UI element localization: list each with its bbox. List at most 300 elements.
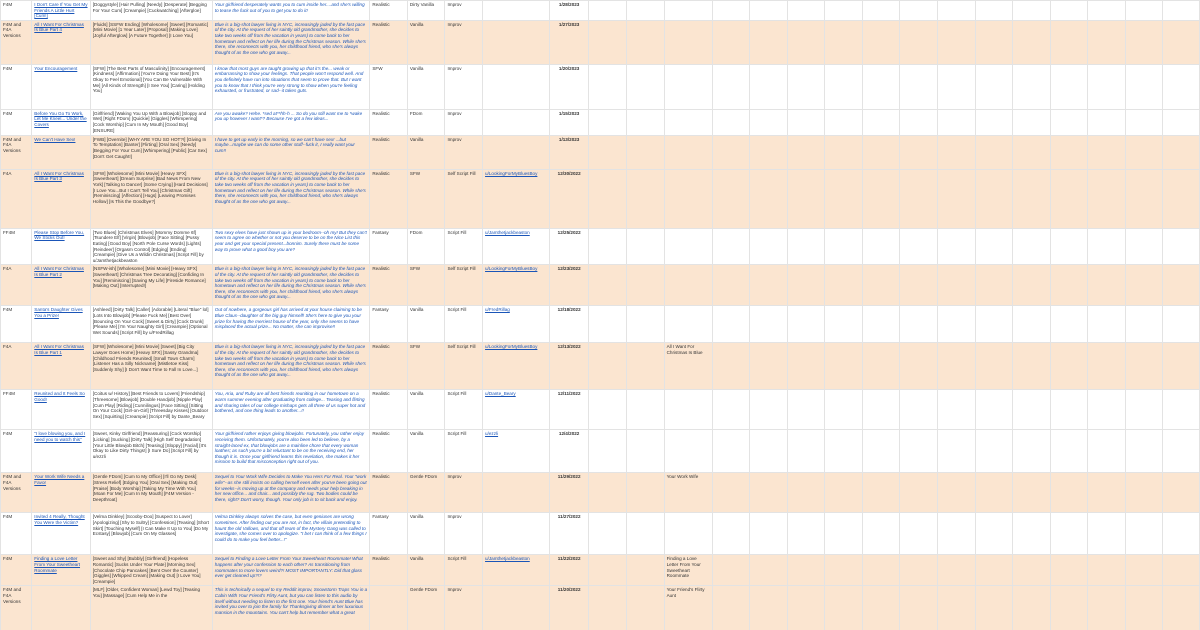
- date-cell: 12/4/2022: [558, 431, 580, 437]
- empty-cell: [712, 265, 750, 306]
- empty-cell: [825, 1, 863, 21]
- series-cell: Your Work Wife: [666, 474, 699, 480]
- empty-cell: [712, 343, 750, 390]
- series-cell: All I Want For Christmas Is Blue: [666, 344, 703, 355]
- empty-cell: [825, 586, 863, 630]
- empty-cell: [1163, 109, 1200, 135]
- type-cell: F4M and F4A Versions: [3, 136, 22, 153]
- empty-cell: [862, 169, 900, 228]
- empty-cell: [1088, 586, 1126, 630]
- empty-cell: [1088, 1, 1126, 21]
- empty-cell: [1050, 306, 1088, 343]
- title-link[interactable]: I Don't Care If You Get My Friends A Little Hurt [Cum!]: [34, 2, 88, 19]
- empty-cell: [1125, 306, 1163, 343]
- empty-cell: [937, 169, 975, 228]
- empty-cell: [712, 473, 750, 513]
- empty-cell: [787, 109, 825, 135]
- type-cell: F4M: [3, 431, 13, 437]
- empty-cell: [937, 306, 975, 343]
- title-link[interactable]: "I love blowing you, and I need you to watch this": [34, 431, 86, 442]
- empty-cell: [750, 228, 788, 265]
- empty-cell: [900, 306, 938, 343]
- title-link[interactable]: Santa's Daughter Gives You a Prize!: [34, 307, 83, 318]
- empty-cell: [1125, 555, 1163, 586]
- empty-cell: [1050, 169, 1088, 228]
- empty-cell: [900, 64, 938, 109]
- table-row: [1, 390, 1200, 430]
- type-cell: F4M and F4A Versions: [3, 587, 22, 604]
- empty-cell: [1050, 586, 1088, 630]
- empty-cell: [825, 169, 863, 228]
- script-cell: Script Fill: [447, 431, 467, 437]
- title-link[interactable]: All I Want For Christmas Is Blue Part 1: [34, 344, 84, 355]
- empty-cell: [975, 430, 1013, 473]
- empty-cell: [1050, 64, 1088, 109]
- empty-cell: [712, 586, 750, 630]
- table-row: [1, 109, 1200, 135]
- tags-cell: [NSFW-ish] [Wholesome] [Mini Movie] [Heavy SFX] [Sweetheart] [Christmas Tree Decorating] [Confiding In You] [Reminiscing] [Saving My Life] [Fireside Romance] [Making Out] [Interrupted!]: [92, 266, 206, 289]
- genre-cell: Realistic: [372, 391, 390, 397]
- empty-cell: [1088, 169, 1126, 228]
- script-cell: Script Fill: [447, 307, 467, 313]
- date-cell: 11/20/2022: [557, 587, 581, 593]
- genre-cell: Realistic: [372, 136, 390, 142]
- title-link[interactable]: Reunited and It Feels So Good!: [34, 391, 85, 402]
- table-body: [1, 1, 1200, 630]
- vibe-cell: SFW: [409, 266, 421, 272]
- tags-cell: [SFW] [Wholesome] [Mini Movie] [Heavy SFX] [Sweetheart] [Dream Surprise] [Bad News From New York] [Talking to Dancer] [Some Crying] [Hard Decisions] [I Love You...But I Can't Tell You] [Christmas Gift] [Reminiscing] [Affection] [Hugs] [Leaving Promises Hollow] [Is This the Goodbye?]: [92, 170, 208, 204]
- title-link[interactable]: Before You Go To Work, Let Me Kneel... Under the Covers: [34, 110, 87, 127]
- vibe-cell: Vanilla: [409, 21, 424, 27]
- writer-link[interactable]: u/LookingForMyBluesBoy: [485, 344, 538, 350]
- empty-cell: [862, 64, 900, 109]
- empty-cell: [1125, 109, 1163, 135]
- table-row: [1, 513, 1200, 555]
- empty-cell: [1163, 169, 1200, 228]
- empty-cell: [975, 135, 1013, 169]
- genre-cell: Realistic: [372, 170, 390, 176]
- type-cell: F4M: [3, 2, 13, 7]
- empty-cell: [975, 169, 1013, 228]
- empty-cell: [787, 169, 825, 228]
- date-cell: 1/28/2023: [558, 2, 580, 7]
- empty-cell: [937, 586, 975, 630]
- empty-cell: [1088, 109, 1126, 135]
- empty-cell: [1125, 430, 1163, 473]
- writer-link[interactable]: u/LookingForMyBluesBoy: [485, 266, 538, 272]
- tags-cell: [Fluids] [SSFW Ending] [Wholesome] [Sweet] [Romantic] [Mini Movie] [1 Year Later] [Proposal] [Making Love] [Joyful Afterglow] [A Future Together] [I Love You]: [92, 21, 209, 38]
- empty-cell: [862, 586, 900, 630]
- title-link[interactable]: Invited 4 Really, Thought You Were the Victim?: [34, 514, 85, 525]
- empty-cell: [1125, 265, 1163, 306]
- type-cell: F4M: [3, 65, 13, 71]
- description-cell: Two sexy elves have just shown up in your bedroom--oh my! But they can't seem to agree on whether or not you deserve to be on the Nice List this year and get your special present...bonnim. Surely there must be some way to prove what a good boy you are?: [214, 229, 367, 252]
- empty-cell: [900, 586, 938, 630]
- empty-cell: [975, 473, 1013, 513]
- table-row: [1, 20, 1200, 64]
- script-cell: Improv: [447, 514, 462, 520]
- empty-cell: [825, 64, 863, 109]
- empty-cell: [712, 555, 750, 586]
- genre-cell: Realistic: [372, 21, 390, 27]
- empty-cell: [862, 109, 900, 135]
- empty-cell: [1013, 169, 1051, 228]
- table-row: [1, 586, 1200, 630]
- title-link[interactable]: All I Want For Christmas Is Blue Part 3: [34, 170, 84, 182]
- type-cell: F4A: [3, 266, 12, 272]
- empty-cell: [825, 228, 863, 265]
- empty-cell: [712, 390, 750, 430]
- vibe-cell: Vanilla: [409, 136, 424, 142]
- date-cell: 11/29/2022: [557, 474, 581, 480]
- empty-cell: [1088, 64, 1126, 109]
- empty-cell: [1013, 343, 1051, 390]
- title-link[interactable]: Your Work Wife Needs a Favor: [34, 474, 85, 485]
- empty-cell: [937, 20, 975, 64]
- tags-cell: [SFW] [Wholesome] [Mini Movie] [Sweet] [Big City Lawyer Goes Home] [Heavy SFX] [Sassy Grandma] [Childhood Friends Reunited] [Small Town Charm] [Listener Has a Silly Nickname] [Mistletoe Kiss] [Suddenly Shy] [I Don't Want Time to Fall In Love...]: [92, 344, 199, 372]
- script-cell: Improv: [447, 21, 462, 27]
- tags-cell: [Sweet and Shy] [Bubbly] [Girlfriend] [Hopeless Romantic] [Sucks Under Your Plate] [Morning Sex] [Chocolate Chip Pancakes] [Bent Over the Counter] [Giggles] [Whipped Cream] [Making Out] [I Love You] [Creampie]: [92, 556, 201, 584]
- vibe-cell: Vanilla: [409, 65, 424, 71]
- description-cell: Blue is a big-shot lawyer living in NYC, increasingly jaded by the fast pace of the city. At the request of her saintly old grandmother, she decides to take two weeks off from the vacation in years) to come back to her hometown and reflect on her life during the Christmas season. While she's there, she reconnects with you, her childhood friend, who she's always thought of as the one who got away...: [214, 170, 366, 204]
- empty-cell: [862, 1, 900, 21]
- empty-cell: [937, 430, 975, 473]
- empty-cell: [1163, 20, 1200, 64]
- date-cell: 12/13/2022: [557, 344, 581, 350]
- empty-cell: [1088, 390, 1126, 430]
- empty-cell: [1125, 1, 1163, 21]
- type-cell: F4A: [3, 170, 12, 176]
- empty-cell: [975, 64, 1013, 109]
- empty-cell: [975, 109, 1013, 135]
- empty-cell: [975, 513, 1013, 555]
- empty-cell: [900, 555, 938, 586]
- empty-cell: [862, 343, 900, 390]
- empty-cell: [750, 430, 788, 473]
- description-cell: Sequel to Your Work Wife Decides to Make You Hers For Real. Your "work wife"--as she still insists on calling herself even after you've been going out for weeks--is moving up at the company and needs your help breaking in her new office... and chair... and possibly the rug. Two bodies could be there, right? Don't worry, though. Your only job is to sit back and enjoy.: [214, 474, 367, 502]
- empty-cell: [1013, 64, 1051, 109]
- empty-cell: [1050, 555, 1088, 586]
- empty-cell: [750, 390, 788, 430]
- vibe-cell: Gentle FDom: [409, 587, 438, 593]
- empty-cell: [1050, 513, 1088, 555]
- table-row: [1, 265, 1200, 306]
- empty-cell: [1088, 430, 1126, 473]
- date-cell: 12/18/2022: [557, 307, 581, 313]
- empty-cell: [1088, 513, 1126, 555]
- date-cell: 12/30/2022: [557, 170, 581, 176]
- empty-cell: [825, 430, 863, 473]
- table-row: [1, 135, 1200, 169]
- title-link[interactable]: We Can't Have Sex!: [34, 136, 76, 142]
- empty-cell: [1050, 20, 1088, 64]
- script-cell: Script Fill: [447, 229, 467, 235]
- vibe-cell: Dirty Vanilla: [409, 2, 435, 7]
- empty-cell: [712, 64, 750, 109]
- empty-cell: [787, 306, 825, 343]
- empty-cell: [1013, 1, 1051, 21]
- empty-cell: [937, 265, 975, 306]
- script-cell: Self Script Fill: [447, 344, 476, 350]
- empty-cell: [712, 109, 750, 135]
- empty-cell: [900, 169, 938, 228]
- empty-cell: [975, 228, 1013, 265]
- tags-cell: [Sweet, Kinky Girlfriend] [Reassuring] [Cock Worship] [Licking] [Sucking] [Dirty Talk] [High Self Degradation] [Your Little Blowjob Bitch] [Teasing] [Sloppy] [Facial] [It's Okay to Like Dirty Things!] [I Sure Do] [Script Fill] by u/ezzli: [92, 431, 207, 459]
- type-cell: F4M: [3, 556, 13, 562]
- description-cell: You, Aria, and Ruby are all best friends reuniting in our hometown on a warm summer evening after graduating from college... Teasing and flirting and sharing tales of our college mishaps gets all three of us super hot and bothered, and one thing leads to another...!!: [214, 391, 366, 414]
- tags-cell: [SFW] [The Best Parts of Masculinity] [Encouragement] [Kindness] [Affirmation] [You're Doing Your Best] [It's Okay to Feel Emotional] [You Can Be Vulnerable With Me] [All Kinds of Strength] [I See You] [Caring] [Holding You]: [92, 65, 206, 94]
- script-cell: Self Script Fill: [447, 170, 476, 176]
- empty-cell: [937, 64, 975, 109]
- empty-cell: [750, 343, 788, 390]
- empty-cell: [975, 20, 1013, 64]
- empty-cell: [787, 430, 825, 473]
- empty-cell: [787, 343, 825, 390]
- empty-cell: [750, 20, 788, 64]
- empty-cell: [1050, 265, 1088, 306]
- empty-cell: [900, 513, 938, 555]
- series-cell: Finding a Love Letter From Your Sweetheart Roommate: [666, 556, 701, 579]
- vibe-cell: SFW: [409, 170, 421, 176]
- vibe-cell: SFW: [409, 344, 421, 350]
- empty-cell: [1050, 473, 1088, 513]
- empty-cell: [1088, 306, 1126, 343]
- empty-cell: [1050, 228, 1088, 265]
- empty-cell: [937, 555, 975, 586]
- empty-cell: [1013, 265, 1051, 306]
- empty-cell: [1050, 430, 1088, 473]
- empty-cell: [862, 513, 900, 555]
- empty-cell: [787, 135, 825, 169]
- empty-cell: [1163, 135, 1200, 169]
- description-cell: Your girlfriend desperately wants you to cum inside her....and she's willing to tease the fuck out of you to get you to do it!: [214, 2, 365, 13]
- series-cell: Your Friend's Flirty Aunt: [666, 587, 705, 598]
- date-cell: 11/22/2022: [557, 556, 581, 562]
- empty-cell: [975, 306, 1013, 343]
- genre-cell: Realistic: [372, 2, 390, 7]
- tags-cell: [Girlfriend] [Waking You Up With a Blowjob] [Sloppy and Wet] [Right FDom] [Quickie] [Giggles] [Whimpering] [Cock Worship] [Cum In My Mouth] [Good Boy] [ENSURE]: [92, 110, 207, 133]
- vibe-cell: FDom: [409, 229, 423, 235]
- script-cell: Script Fill: [447, 556, 467, 562]
- empty-cell: [862, 265, 900, 306]
- empty-cell: [825, 390, 863, 430]
- empty-cell: [1088, 135, 1126, 169]
- table-row: [1, 473, 1200, 513]
- description-cell: Velma Dinkley always solves the case, but even geniuses are wrong sometimes. After finding out you are not, in fact, the villain pretending to haunt the old Vallows, and that off team of the Mystery Gang was called to investigate, she comes over to apologize. "I bet I can think of a few things I could do to make you feel better...!": [214, 514, 367, 542]
- date-cell: 1/27/2023: [558, 21, 580, 27]
- type-cell: F4M and F4A Versions: [3, 21, 22, 38]
- title-link[interactable]: Your Encouragement: [34, 65, 78, 71]
- empty-cell: [862, 20, 900, 64]
- empty-cell: [787, 228, 825, 265]
- script-cell: Improv: [447, 65, 462, 71]
- empty-cell: [825, 135, 863, 169]
- empty-cell: [1163, 513, 1200, 555]
- empty-cell: [862, 228, 900, 265]
- writer-link[interactable]: u/FredRillag: [485, 307, 510, 313]
- empty-cell: [1163, 265, 1200, 306]
- writer-link[interactable]: u/Jamthetjackbeaston: [485, 556, 530, 562]
- empty-cell: [1125, 513, 1163, 555]
- date-cell: 12/25/2022: [557, 229, 581, 235]
- table-row: [1, 430, 1200, 473]
- empty-cell: [1125, 135, 1163, 169]
- empty-cell: [900, 109, 938, 135]
- empty-cell: [750, 586, 788, 630]
- script-cell: Improv: [447, 2, 462, 7]
- empty-cell: [787, 473, 825, 513]
- empty-cell: [900, 265, 938, 306]
- script-cell: Improv: [447, 474, 462, 480]
- empty-cell: [900, 343, 938, 390]
- vibe-cell: Gentle FDom: [409, 474, 438, 480]
- vibe-cell: Vanilla: [409, 431, 424, 437]
- description-cell: Blue is a big-shot lawyer living in NYC, increasingly jaded by the fast pace of the city. At the request of her saintly old grandmother, she decides to take two weeks off from the vacation in years) to come back to her hometown and reflect on her life during the Christmas season. While she's there, she reconnects with you, her childhood friend, who she's always thought of as the one who got away...: [214, 266, 366, 300]
- tags-cell: [FWB] [Overnite] [WHY ARE YOU SO HOT?!] [Giving In To Temptation] [Banter] [Flirting] [Oral Sex] [Needy] [Begging For Your Cum] [Whimpering] [Public] [Car Sex] [Don't Get Caught!]: [92, 136, 207, 159]
- empty-cell: [1163, 586, 1200, 630]
- genre-cell: Realistic: [372, 344, 390, 350]
- empty-cell: [900, 228, 938, 265]
- empty-cell: [1125, 64, 1163, 109]
- empty-cell: [1013, 586, 1051, 630]
- empty-cell: [712, 306, 750, 343]
- empty-cell: [1125, 390, 1163, 430]
- vibe-cell: FDom: [409, 110, 423, 116]
- empty-cell: [975, 390, 1013, 430]
- date-cell: 12/11/2022: [557, 391, 581, 397]
- empty-cell: [900, 1, 938, 21]
- table-row: [1, 64, 1200, 109]
- empty-cell: [1163, 430, 1200, 473]
- empty-cell: [1013, 306, 1051, 343]
- type-cell: F4M: [3, 110, 13, 116]
- title-link[interactable]: All I Want For Christmas Is Blue Part 2: [34, 266, 84, 277]
- empty-cell: [1013, 228, 1051, 265]
- empty-cell: [1125, 586, 1163, 630]
- empty-cell: [975, 265, 1013, 306]
- empty-cell: [825, 473, 863, 513]
- empty-cell: [825, 20, 863, 64]
- genre-cell: Fantasy: [372, 514, 389, 520]
- type-cell: F4M: [3, 307, 13, 313]
- empty-cell: [712, 513, 750, 555]
- empty-cell: [787, 390, 825, 430]
- title-link[interactable]: Finding a Love Letter From Your Sweetheart Roommate: [34, 556, 81, 573]
- date-cell: 1/20/2023: [558, 65, 580, 71]
- description-cell: This is technically a sequel to my Reddit improv, Snowstorm Traps You in a Cabin With Your Friend's Flirty Aunt, but you can listen to this audio by itself without needing to listen to the first one. Your friend's Aunt Blue has invited you over to join the family for Thanksgiving dinner at her luxurious mansion in the mountains. You can't help but remember what a great: [214, 587, 368, 615]
- empty-cell: [1125, 169, 1163, 228]
- empty-cell: [900, 430, 938, 473]
- table-row: [1, 343, 1200, 390]
- empty-cell: [1163, 343, 1200, 390]
- empty-cell: [787, 513, 825, 555]
- empty-cell: [825, 265, 863, 306]
- empty-cell: [1050, 390, 1088, 430]
- empty-cell: [787, 586, 825, 630]
- genre-cell: Realistic: [372, 556, 390, 562]
- description-cell: Out of nowhere, a gorgeous girl has arrived at your house claiming to be Blue Claus--daughter of the big guy himself! She's here to give you your prize for having the merriest house of the year, only she seems to have misplaced the actual prize... No matter, she can improvise!!: [214, 307, 362, 330]
- type-cell: F4A: [3, 344, 12, 350]
- empty-cell: [862, 430, 900, 473]
- type-cell: FF4M: [3, 229, 15, 235]
- empty-cell: [712, 169, 750, 228]
- title-link[interactable]: All I Want For Christmas Is Blue Part 4: [34, 21, 84, 33]
- empty-cell: [1163, 64, 1200, 109]
- writer-link[interactable]: u/ezzli: [485, 431, 499, 437]
- tags-cell: [Velma Dinkley] [Scooby-Doo] [Suspect to Lover] [Apologizing] [Shy to Sultry] [Confession] [Teasing] [Short Skirt] [Touching Myself] [I Can Make It Up to You] [Do My Ecstasy] [Blowjob] [Cum On My Glasses]: [92, 514, 209, 537]
- empty-cell: [750, 135, 788, 169]
- description-cell: Are you awake? Hehe. *sed at**hh-h ... So do you still want me to *wake you up however I want*? Because I've got a few ideas...: [214, 110, 363, 122]
- empty-cell: [900, 135, 938, 169]
- empty-cell: [750, 513, 788, 555]
- empty-cell: [1088, 265, 1126, 306]
- type-cell: FF4M: [3, 391, 15, 397]
- description-cell: I have to get up early in the morning, so we can't have sex! ...but maybe...maybe we can do some other stuff--fuck it, I really want your cum!!: [214, 136, 355, 153]
- empty-cell: [1050, 1, 1088, 21]
- date-cell: 1/13/2023: [558, 136, 580, 142]
- empty-cell: [750, 555, 788, 586]
- writer-link[interactable]: u/Dante_Beary: [485, 391, 516, 397]
- empty-cell: [787, 1, 825, 21]
- empty-cell: [975, 555, 1013, 586]
- empty-cell: [787, 555, 825, 586]
- vibe-cell: Vanilla: [409, 556, 424, 562]
- type-cell: F4M: [3, 514, 13, 520]
- vibe-cell: Vanilla: [409, 391, 424, 397]
- empty-cell: [1050, 343, 1088, 390]
- tags-cell: [Gentle FDom] [Cum to My Office] [I'll Go My Desk] [Stress Relief] [Edging You] [Oral Sex] [Making Out] [Praise] [Body Worship] [Taking My Time With You] [Moan For Me] [Cum In My Mouth] [F4M Version - Deepthroat]: [92, 474, 198, 502]
- empty-cell: [1013, 20, 1051, 64]
- empty-cell: [1088, 555, 1126, 586]
- empty-cell: [1163, 228, 1200, 265]
- type-cell: F4M and F4A Versions: [3, 474, 22, 491]
- empty-cell: [787, 64, 825, 109]
- empty-cell: [900, 20, 938, 64]
- empty-cell: [937, 390, 975, 430]
- empty-cell: [975, 1, 1013, 21]
- script-cell: Improv: [447, 136, 462, 142]
- empty-cell: [750, 109, 788, 135]
- empty-cell: [825, 513, 863, 555]
- empty-cell: [900, 390, 938, 430]
- empty-cell: [825, 306, 863, 343]
- empty-cell: [862, 390, 900, 430]
- date-cell: 12/23/2022: [557, 266, 581, 272]
- empty-cell: [1163, 306, 1200, 343]
- empty-cell: [712, 228, 750, 265]
- empty-cell: [1050, 135, 1088, 169]
- empty-cell: [1125, 343, 1163, 390]
- script-cell: Improv: [447, 587, 462, 593]
- writer-link[interactable]: u/LookingForMyBluesBoy: [485, 170, 538, 176]
- empty-cell: [712, 20, 750, 64]
- genre-cell: Fantasy: [372, 307, 389, 313]
- empty-cell: [825, 555, 863, 586]
- writer-link[interactable]: u/Jamthetjackbeaston: [485, 229, 530, 235]
- empty-cell: [937, 473, 975, 513]
- vibe-cell: Vanilla: [409, 514, 424, 520]
- empty-cell: [862, 306, 900, 343]
- empty-cell: [1013, 430, 1051, 473]
- description-cell: Blue is a big-shot lawyer living in NYC, increasingly jaded by the fast pace of the city. At the request of her saintly old grandmother, she decides to take two weeks off from the vacation in years) to come back to her hometown and reflect on her life during the Christmas season. While she's there, she reconnects with you, her childhood friend, who she's always thought of as the one who got away...: [214, 21, 366, 55]
- empty-cell: [1088, 20, 1126, 64]
- genre-cell: Realistic: [372, 110, 390, 116]
- empty-cell: [787, 265, 825, 306]
- empty-cell: [1013, 390, 1051, 430]
- title-link[interactable]: Please Stop Before You, We Sticks Out!: [34, 229, 85, 241]
- empty-cell: [900, 473, 938, 513]
- empty-cell: [937, 513, 975, 555]
